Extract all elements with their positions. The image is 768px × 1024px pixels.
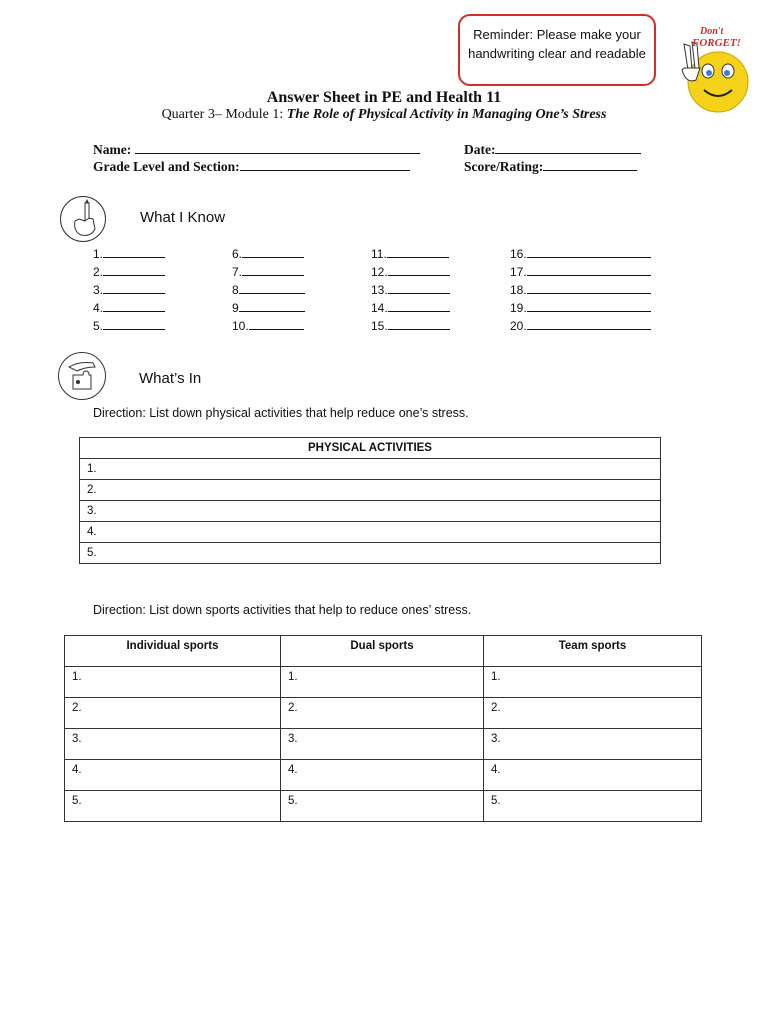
column-header-team: Team sports xyxy=(484,636,702,667)
table-row[interactable]: 4. xyxy=(80,522,661,543)
score-line[interactable] xyxy=(543,158,637,171)
table-cell[interactable]: 4. xyxy=(65,760,281,791)
grade-field[interactable] xyxy=(93,158,410,175)
pencil-hand-icon xyxy=(60,196,106,242)
table-row[interactable]: 2. xyxy=(80,480,661,501)
name-label: Name: xyxy=(93,142,132,157)
date-line[interactable] xyxy=(495,141,641,154)
table-row xyxy=(65,698,702,729)
answer-item[interactable]: 16. xyxy=(510,247,651,261)
answer-item[interactable]: 5. xyxy=(93,319,165,333)
table-row xyxy=(65,791,702,822)
table-row[interactable]: 5. xyxy=(80,543,661,564)
table-cell[interactable]: 1. xyxy=(65,667,281,698)
reminder-box xyxy=(458,14,656,86)
table-row xyxy=(65,729,702,760)
direction-sports: Direction: List down sports activities that help to reduce ones’ stress. xyxy=(93,603,472,617)
page-title: Answer Sheet in PE and Health 11 xyxy=(266,89,502,106)
answer-item[interactable]: 13. xyxy=(371,283,450,297)
answer-item[interactable]: 18. xyxy=(510,283,651,297)
score-label: Score/Rating: xyxy=(464,159,544,174)
date-label: Date: xyxy=(464,142,496,157)
name-field[interactable] xyxy=(93,141,420,158)
table-cell[interactable]: 2. xyxy=(65,698,281,729)
section-what-i-know: What I Know xyxy=(140,209,226,226)
answer-item[interactable]: 11. xyxy=(371,247,449,261)
table-row xyxy=(65,760,702,791)
subtitle-italic: The Role of Physical Activity in Managing One’s Stress xyxy=(286,107,607,122)
answer-item[interactable]: 3. xyxy=(93,283,165,297)
sticker-line1: Don't xyxy=(700,26,724,37)
table-cell[interactable]: 5. xyxy=(281,791,484,822)
date-field[interactable] xyxy=(464,141,641,158)
table-cell[interactable]: 1. xyxy=(281,667,484,698)
name-line[interactable] xyxy=(135,141,420,154)
answer-item[interactable]: 8 xyxy=(232,283,305,297)
table-row[interactable]: 3. xyxy=(80,501,661,522)
table-cell[interactable]: 1. xyxy=(484,667,702,698)
direction-physical: Direction: List down physical activities that help reduce one’s stress. xyxy=(93,406,469,420)
score-field[interactable] xyxy=(464,158,637,175)
subtitle-prefix: Quarter 3– Module 1: xyxy=(161,107,287,122)
table-cell[interactable]: 5. xyxy=(484,791,702,822)
sports-table xyxy=(64,635,702,822)
answer-item[interactable]: 19. xyxy=(510,301,651,315)
grade-label: Grade Level and Section: xyxy=(93,159,240,174)
table-row[interactable]: 1. xyxy=(80,459,661,480)
answer-item[interactable]: 9 xyxy=(232,301,305,315)
table-cell[interactable]: 3. xyxy=(65,729,281,760)
table-cell[interactable]: 3. xyxy=(281,729,484,760)
reminder-text: Reminder: Please make your handwriting clear and readable xyxy=(468,27,646,61)
table-cell[interactable]: 4. xyxy=(484,760,702,791)
physical-activities-table xyxy=(79,437,661,564)
puzzle-hand-icon xyxy=(58,352,106,400)
grade-line[interactable] xyxy=(240,158,410,171)
column-header-dual: Dual sports xyxy=(281,636,484,667)
answer-item[interactable]: 1. xyxy=(93,247,165,261)
answer-item[interactable]: 10. xyxy=(232,319,304,333)
answer-item[interactable]: 20. xyxy=(510,319,651,333)
answer-item[interactable]: 12. xyxy=(371,265,450,279)
table-cell[interactable]: 2. xyxy=(484,698,702,729)
answer-item[interactable]: 14. xyxy=(371,301,450,315)
sticker-line2: FORGET! xyxy=(692,37,741,49)
answer-item[interactable]: 15. xyxy=(371,319,450,333)
answer-item[interactable]: 7. xyxy=(232,265,304,279)
answer-item[interactable]: 17. xyxy=(510,265,651,279)
table-header: PHYSICAL ACTIVITIES xyxy=(80,438,661,459)
table-cell[interactable]: 2. xyxy=(281,698,484,729)
table-cell[interactable]: 3. xyxy=(484,729,702,760)
table-row xyxy=(65,667,702,698)
answer-item[interactable]: 4. xyxy=(93,301,165,315)
section-whats-in: What’s In xyxy=(139,370,202,387)
answer-item[interactable]: 2. xyxy=(93,265,165,279)
what-i-know-answers xyxy=(93,247,673,337)
table-cell[interactable]: 5. xyxy=(65,791,281,822)
table-cell[interactable]: 4. xyxy=(281,760,484,791)
page-subtitle xyxy=(0,107,768,123)
answer-item[interactable]: 6. xyxy=(232,247,304,261)
column-header-individual: Individual sports xyxy=(65,636,281,667)
